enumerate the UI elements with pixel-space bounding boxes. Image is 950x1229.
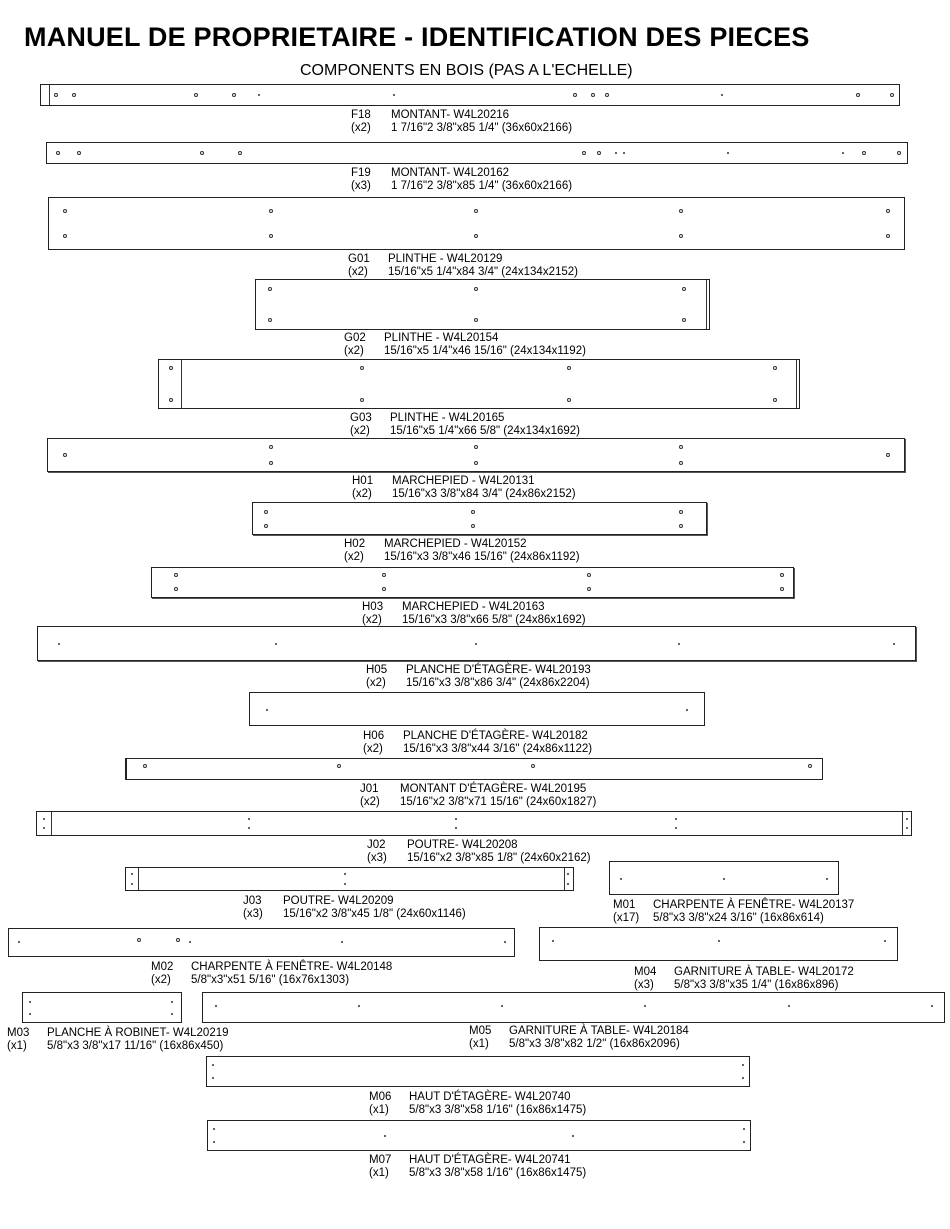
page-title: MANUEL DE PROPRIETAIRE - IDENTIFICATION DES PIECES [24, 22, 810, 52]
part-label-g02: G02 PLINTHE - W4L20154 (x2) 15/16"x5 1/4"x46 15/16" (24x134x1192) [344, 332, 586, 357]
part-label-h02: H02 MARCHEPIED - W4L20152 (x2) 15/16"x3 3/8"x46 15/16" (24x86x1192) [344, 538, 580, 563]
part-label-f18: F18 MONTANT- W4L20216 (x2) 1 7/16"2 3/8"x85 1/4" (36x60x2166) [351, 109, 573, 134]
board-m01 [609, 861, 839, 895]
board-f18 [40, 84, 900, 106]
board-j02 [36, 811, 912, 836]
board-m04 [539, 927, 898, 961]
part-label-g03: G03 PLINTHE - W4L20165 (x2) 15/16"x5 1/4"x66 5/8" (24x134x1692) [350, 412, 580, 437]
part-label-m04: M04 GARNITURE À TABLE- W4L20172 (x3) 5/8"x3 3/8"x35 1/4" (16x86x896) [634, 966, 854, 991]
board-g01 [48, 197, 905, 250]
part-label-m02: M02 CHARPENTE À FENÊTRE- W4L20148 (x2) 5/8"x3"x51 5/16" (16x76x1303) [151, 961, 393, 986]
board-m02 [8, 928, 515, 957]
board-h01 [47, 438, 905, 472]
part-label-h05: H05 PLANCHE D'ÉTAGÈRE- W4L20193 (x2) 15/16"x3 3/8"x86 3/4" (24x86x2204) [366, 664, 591, 689]
board-h03 [151, 567, 794, 598]
board-m06 [206, 1056, 750, 1087]
part-label-j01: J01 MONTANT D'ÉTAGÈRE- W4L20195 (x2) 15/16"x2 3/8"x71 15/16" (24x60x1827) [360, 783, 597, 808]
board-h06 [249, 692, 705, 726]
board-g03 [158, 359, 800, 409]
part-label-h01: H01 MARCHEPIED - W4L20131 (x2) 15/16"x3 3/8"x84 3/4" (24x86x2152) [352, 475, 576, 500]
part-label-m05: M05 GARNITURE À TABLE- W4L20184 (x1) 5/8"x3 3/8"x82 1/2" (16x86x2096) [469, 1025, 689, 1050]
part-label-m07: M07 HAUT D'ÉTAGÈRE- W4L20741 (x1) 5/8"x3 3/8"x58 1/16" (16x86x1475) [369, 1154, 587, 1179]
part-label-h03: H03 MARCHEPIED - W4L20163 (x2) 15/16"x3 3/8"x66 5/8" (24x86x1692) [362, 601, 586, 626]
board-g02 [255, 279, 710, 330]
board-h05 [37, 626, 916, 661]
board-f19 [46, 142, 908, 164]
board-j01 [125, 758, 823, 780]
part-label-m06: M06 HAUT D'ÉTAGÈRE- W4L20740 (x1) 5/8"x3 3/8"x58 1/16" (16x86x1475) [369, 1091, 587, 1116]
board-m03 [22, 992, 182, 1023]
part-label-h06: H06 PLANCHE D'ÉTAGÈRE- W4L20182 (x2) 15/16"x3 3/8"x44 3/16" (24x86x1122) [363, 730, 593, 755]
part-label-j02: J02 POUTRE- W4L20208 (x3) 15/16"x2 3/8"x85 1/8" (24x60x2162) [367, 839, 591, 864]
board-m07 [207, 1120, 751, 1151]
board-j03 [125, 867, 574, 891]
board-m05 [202, 992, 945, 1023]
part-label-m01: M01 CHARPENTE À FENÊTRE- W4L20137 (x17) 5/8"x3 3/8"x24 3/16" (16x86x614) [613, 899, 855, 924]
page-subtitle: COMPONENTS EN BOIS (PAS A L'ECHELLE) [300, 62, 633, 79]
part-label-g01: G01 PLINTHE - W4L20129 (x2) 15/16"x5 1/4"x84 3/4" (24x134x2152) [348, 253, 578, 278]
board-h02 [252, 502, 707, 535]
part-label-f19: F19 MONTANT- W4L20162 (x3) 1 7/16"2 3/8"x85 1/4" (36x60x2166) [351, 167, 573, 192]
part-label-j03: J03 POUTRE- W4L20209 (x3) 15/16"x2 3/8"x45 1/8" (24x60x1146) [243, 895, 466, 920]
part-label-m03: M03 PLANCHE À ROBINET- W4L20219 (x1) 5/8"x3 3/8"x17 11/16" (16x86x450) [7, 1027, 229, 1052]
